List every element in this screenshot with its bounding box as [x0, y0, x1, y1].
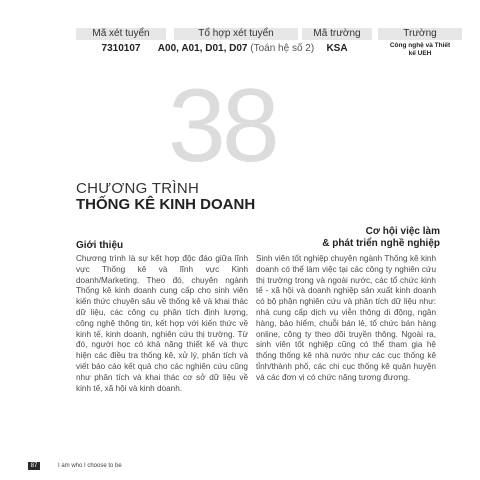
career-title-line2: & phát triển nghề nghiệp [322, 238, 440, 249]
page-number: 87 [28, 462, 40, 470]
program-number: 38 [168, 68, 276, 184]
school-column [378, 28, 462, 58]
admission-info-table [76, 28, 462, 68]
combination-column [157, 28, 315, 54]
combination-note: (Toán hệ số 2) [250, 43, 315, 54]
combination-value: A00, A01, D01, D07 [157, 43, 248, 54]
program-title: THỐNG KÊ KINH DOANH [76, 196, 256, 213]
career-body: Sinh viên tốt nghiệp chuyên ngành Thống kê kinh doanh có thể làm việc tại các công ty nghiên cứu thị trường trong và ngoài nước, các tổ chức kinh tế - xã hội và doanh nghiệp sản xuất kinh doanh có bộ phận nghiên cứu và phân tích dữ liệu như: nhà cung cấp dịch vụ viễn thông di động, ngân hàng, bảo hiểm, chuỗi bán lẻ, tổ chức bán hàng online, công ty theo dõi truyền thông. Ngoài ra, sinh viên tốt nghiệp cũng có thể tham gia hệ thống thống kê nhà nước như các cục thống kê tỉnh/thành phố, các chi cục thống kê quận huyện và các đơn vị có chức năng tương đương. [256, 254, 436, 382]
admission-code-label: Mã xét tuyển [76, 28, 166, 40]
admission-code-value: 7310107 [101, 43, 141, 54]
school-code-column [302, 28, 372, 54]
career-title-line1: Cơ hội việc làm [365, 226, 440, 237]
school-code-value: KSA [326, 43, 348, 54]
program-title-prefix: CHƯƠNG TRÌNH [76, 180, 200, 197]
footer-tagline: I am who I choose to be [58, 463, 122, 469]
school-value: Công nghệ và Thiết kế UEH [389, 42, 451, 57]
school-code-label: Mã trường [302, 28, 372, 40]
school-label: Trường [378, 28, 462, 40]
intro-title: Giới thiệu [76, 240, 124, 251]
combination-label: Tổ hợp xét tuyển [174, 28, 298, 40]
intro-body: Chương trình là sự kết hợp độc đáo giữa lĩnh vực Thống kê và lĩnh vực Kinh doanh/Marketing. Theo đó, chuyên ngành Thống kê kinh doanh cung cấp cho sinh viên kiến thức chuyên sâu về thống kê và khai thác dữ liệu, các công cụ phân tích định lượng, công nghệ thông tin, kết hợp với kiến thức về kinh tế, kinh doanh, nghiên cứu thị trường. Từ đó, người học có khả năng thiết kế và thực hiện các điều tra thống kê, xử lý, phân tích và viết báo cáo kết quả cho các nghiên cứu cũng như phân tích và khai thác cơ sở dữ liệu về kinh tế, xã hội và kinh doanh. [76, 254, 248, 393]
